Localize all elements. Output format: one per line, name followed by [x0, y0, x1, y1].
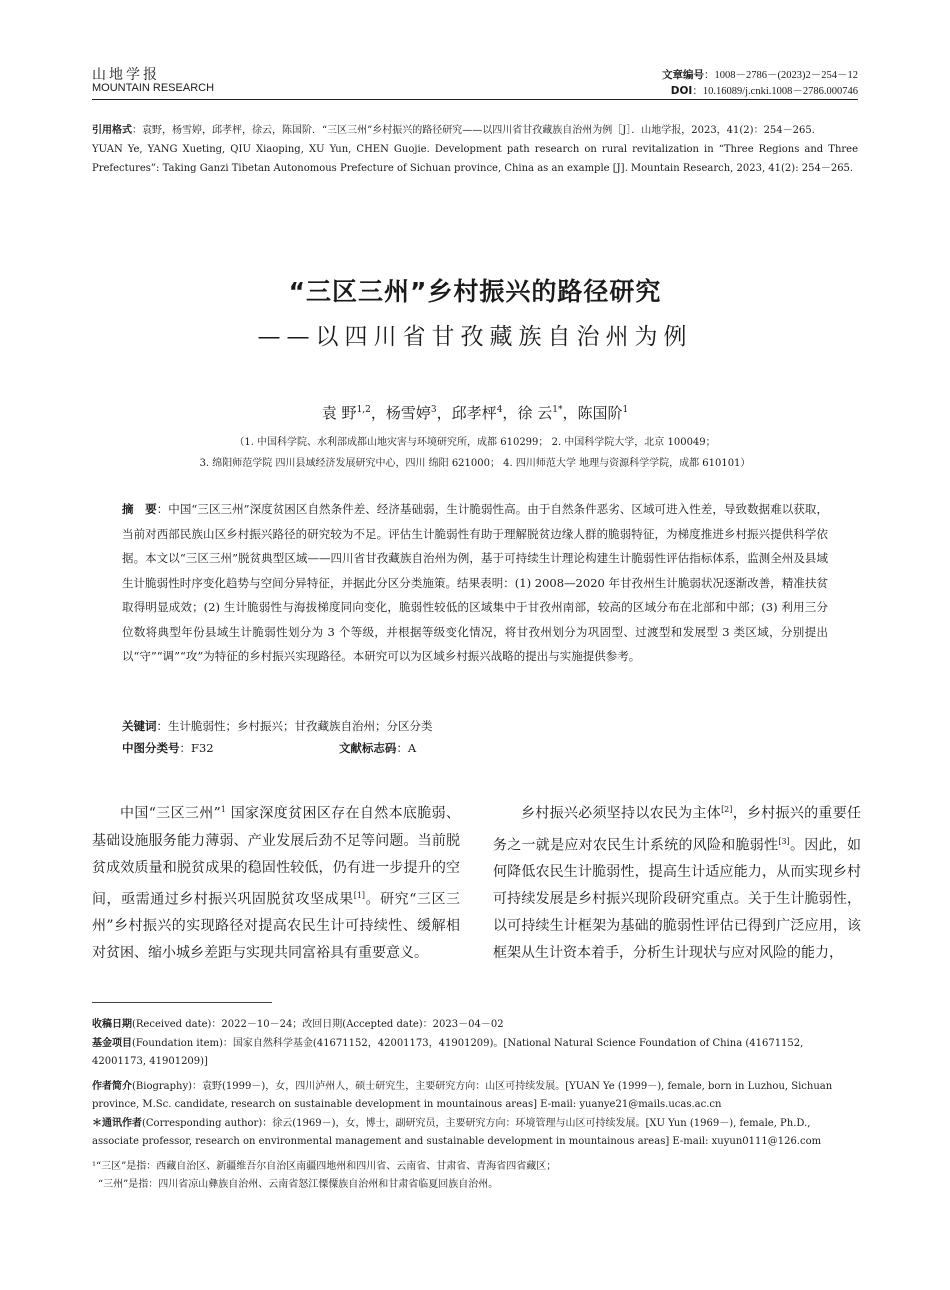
paper-title: [92, 272, 858, 351]
paragraph: 中国“三区三州”$^1$ 国家深度贫困区存在自然本底脆弱、基础设施服务能力薄弱、产业发展后劲不足等问题。当前脱贫成效质量和脱贫成果的稳固性较低，仍有进一步提升的空间，亟需通过乡村振兴巩固脱贫攻坚成果[1]。研究“三区三州”乡村振兴的实现路径对提高农民生计可持续性、缓解相对贫困、缩小城乡差距与实现共同富裕具有重要意义。: [92, 805, 460, 962]
journal-name-en: MOUNTAIN RESEARCH: [92, 82, 215, 94]
author-affiliation: 3: [430, 405, 437, 415]
footnote-rule: [92, 1002, 272, 1003]
abstract-text: ：中国“三区三州”深度贫困区自然条件差、经济基础弱，生计脆弱性高。由于自然条件恶劣、区域可进入性差，导致数据难以获取，当前对西部民族山区乡村振兴路径的研究较为不足。评估生计脆弱性有助于理解脱贫边缘人群的脆弱特征，为梯度推进乡村振兴提供科学依据。本文以“三区三州”脱贫典型区域——四川省甘孜藏族自治州为例，基于可持续生计理论构建生计脆弱性评估指标体系，监测全州及县域生计脆弱性时序变化趋势与空间分异特征，并据此分区分类施策。结果表明：(1) 2008—2020 年甘孜州生计脆弱状况逐渐改善，精准扶贫取得明显成效；(2) 生计脆弱性与海拔梯度同向变化，脆弱性较低的区域集中于甘孜州南部，较高的区域分布在北部和中部；(3) 利用三分位数将典型年份县域生计脆弱性划分为 3 个等级，并根据等级变化情况，将甘孜州划分为巩固型、过渡型和发展型 3 类区域，分别提出以“守”“调”“攻”为特征的乡村振兴实现路径。本研究可以为区域乡村振兴战略的提出与实施提供参考。: [122, 502, 828, 663]
author-affiliation: 4: [496, 405, 503, 415]
footnote-marker: 1: [220, 805, 226, 814]
article-number-value: ：1008－2786－(2023)2－254－12: [704, 70, 858, 81]
footnotes: [92, 1016, 858, 1195]
author: 邱孝枰: [451, 404, 497, 422]
doi: [671, 83, 858, 98]
reference-marker: [2]: [721, 805, 733, 814]
received-date: 收稿日期 (Received date)：2022－10－24；改回日期(Accepted date)：2023－04－02: [92, 1019, 504, 1030]
journal-header: [92, 62, 858, 98]
keywords-label: 关键词: [122, 719, 157, 733]
author: 徐 云: [517, 404, 553, 422]
citation-label: 引用格式: [92, 125, 132, 136]
doc-code-label: 文献标志码: [338, 741, 397, 755]
reference-marker: [3]: [778, 836, 790, 846]
author: 杨雪婷: [385, 404, 431, 422]
foundation-item: 基金项目(Foundation item)：国家自然科学基金(41671152，42001173，41901209)。[National Natural Science Foundation of China (41671152, 42001173, 41901209)]: [92, 1037, 804, 1067]
doi-label: DOI: [670, 85, 693, 97]
clc-label: 中图分类号: [122, 741, 180, 755]
citation-cn: [92, 121, 858, 140]
body-column-left: [92, 796, 460, 967]
citation-block: [92, 121, 858, 178]
clc-value: ：F32: [179, 741, 214, 755]
abstract: [122, 497, 828, 669]
title-main: “三区三州”乡村振兴的路径研究: [288, 277, 662, 306]
paragraph: 乡村振兴必须坚持以农民为主体[2]，乡村振兴的重要任务之一就是应对农民生计系统的风险和脆弱性[3]。因此，如何降低农民生计脆弱性，提高生计适应能力，从而实现乡村可持续发展是乡村振兴现阶段研究重点。关于生计脆弱性，以可持续生计框架为基础的脆弱性评估已得到广泛应用，该框架从生计资本着手，分析生计现状与应对风险的能力，: [493, 805, 862, 962]
author-affiliation: 1,2: [356, 405, 371, 415]
author-biography: 作者简介(Biography)：袁野(1999－)，女，四川泸州人，硕士研究生，主要研究方向：山区可持续发展。[YUAN Ye (1999－), female, born in Luzhou, Sichuan province, M.Sc. candidate, research on sustainable development in mountainous areas] E-mail: yuanye21@mails.ucas.ac.cn: [92, 1080, 833, 1110]
citation-en: YUAN Ye, YANG Xueting, QIU Xiaoping, XU Yun, CHEN Guojie. Development path research on rural revitalization in “Three Regions and Three Prefectures”: Taking Ganzi Tibetan Autonomous Prefecture of Sichuan province, China as an example [J]. Mountain Research, 2023, 41(2): 254－265.: [92, 144, 858, 174]
journal-name-cn: 山地学报: [92, 67, 160, 83]
doc-code-value: ：A: [396, 741, 417, 755]
author: 陈国阶: [577, 404, 623, 422]
header-rule: [92, 99, 858, 100]
author-affiliation: 1: [622, 405, 629, 415]
affiliations: [92, 432, 858, 474]
body-column-right: [493, 796, 861, 967]
affiliation-line: （1. 中国科学院、水利部成都山地灾害与环境研究所，成都 610299； 2. 中国科学院大学，北京 100049；: [234, 437, 716, 448]
title-sub: ——以四川省甘孜藏族自治州为例: [257, 324, 693, 350]
keywords: [122, 715, 828, 737]
author: 袁 野: [321, 404, 357, 422]
reference-marker: [1]: [353, 890, 366, 900]
classification: [122, 740, 828, 756]
footnote-three-regions: ¹“三区”是指：西藏自治区、新疆维吾尔自治区南疆四地州和四川省、云南省、甘肃省、青海省四省藏区；: [92, 1160, 557, 1172]
doi-value: ：10.16089/j.cnki.1008－2786.000746: [692, 86, 858, 97]
author-affiliation: 1*: [552, 405, 563, 415]
citation-cn-text: ：袁野，杨雪婷，邱孝枰，徐云，陈国阶．“三区三州”乡村振兴的路径研究——以四川省甘孜藏族自治州为例［J］．山地学报，2023，41(2)：254－265．: [132, 125, 822, 136]
article-number-label: 文章编号: [662, 69, 704, 81]
keywords-text: ：生计脆弱性；乡村振兴；甘孜藏族自治州；分区分类: [156, 719, 433, 733]
author-list: 袁 野$^{1,2}$，杨雪婷$^3$，邱孝枰$^4$，徐 云$^{1*}$，陈国阶$^1$: [321, 404, 629, 422]
affiliation-line: 3. 绵阳师范学院 四川县域经济发展研究中心，四川 绵阳 621000； 4. 四川师范大学 地理与资源科学学院，成都 610101）: [199, 458, 751, 469]
corresponding-author: ＊通讯作者(Corresponding author)：徐云(1969－)，女，博士，副研究员，主要研究方向：环境管理与山区可持续发展。[XU Yun (1969－), female, Ph.D., associate professor, research on environmental management and sustainable development in mountainous areas] E-mail: xuyun0111@126.com: [92, 1117, 822, 1147]
footnote-three-prefectures: “三州”是指：四川省凉山彝族自治州、云南省怒江傈僳族自治州和甘肃省临夏回族自治州。: [98, 1179, 499, 1190]
abstract-label: 摘 要: [122, 502, 157, 516]
article-number: [662, 67, 858, 82]
